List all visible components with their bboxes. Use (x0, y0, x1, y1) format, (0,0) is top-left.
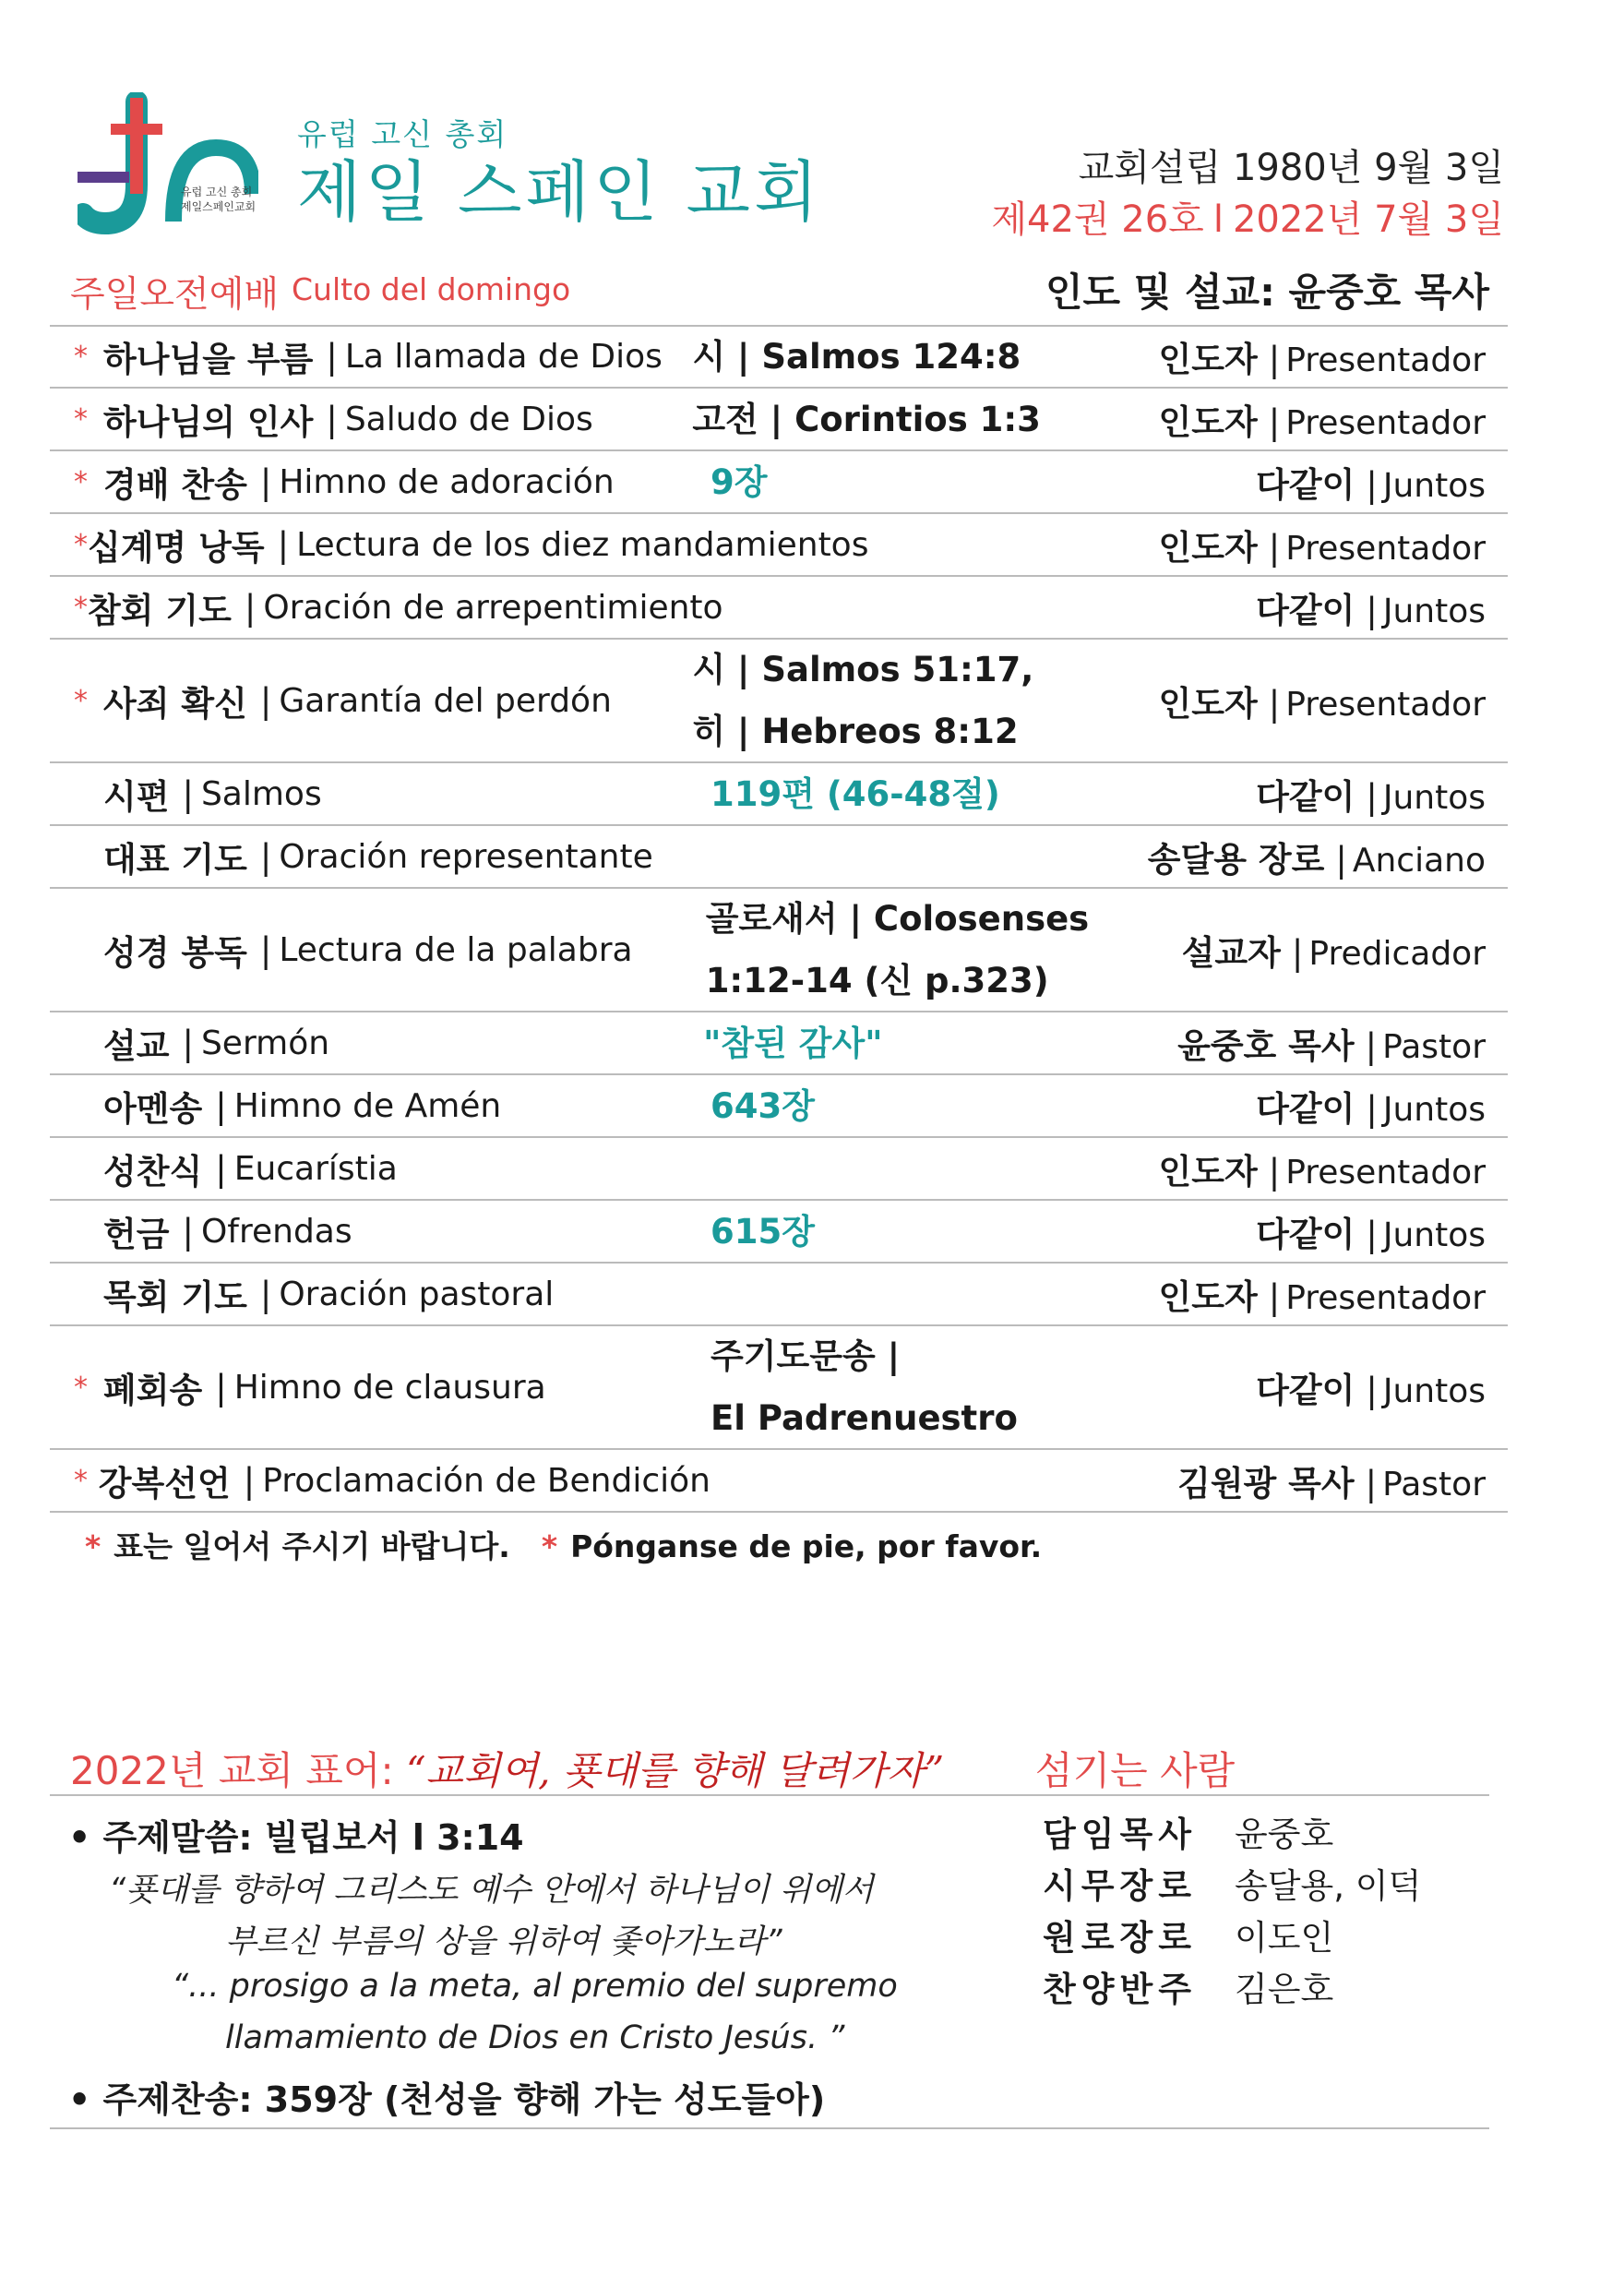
order-item-ko: 목회 기도 (103, 1277, 247, 1317)
order-role-es: Pastor (1382, 1466, 1486, 1503)
issue-separator: l (1212, 198, 1224, 241)
order-row (50, 1075, 1508, 1138)
order-item-es: Eucarístia (233, 1149, 398, 1188)
order-row (50, 1264, 1508, 1326)
order-item-es: Himno de clausura (233, 1368, 546, 1407)
order-row (50, 451, 1508, 514)
service-title-ko: 주일오전예배 (70, 274, 280, 316)
order-item-es: Saludo de Dios (344, 400, 593, 438)
order-row (50, 889, 1508, 1012)
theme-verse-es-1: “... prosigo a la meta, al premio del supremo (172, 1968, 898, 2005)
order-item: 아멘송 | Himno de Amén (50, 1081, 710, 1131)
order-reference-line: 시 | Salmos 51:17, (692, 650, 1034, 689)
star-icon: * (541, 1528, 558, 1564)
order-of-worship (50, 326, 1508, 1513)
order-role-es: Presentador (1285, 530, 1486, 568)
order-role-es: Juntos (1382, 467, 1486, 505)
order-item-es: Salmos (200, 774, 322, 813)
order-role-es: Juntos (1382, 1091, 1486, 1129)
order-role: 인도자 | Presentador (1158, 684, 1486, 724)
order-row (50, 640, 1508, 763)
order-reference (710, 1075, 1190, 1137)
order-reference-line: 시 | Salmos 124:8 (692, 336, 1021, 377)
order-row (50, 326, 1508, 389)
order-reference (706, 888, 1182, 1012)
order-role-ko: 인도자 (1158, 684, 1258, 724)
order-reference-line: 고전 | Corintios 1:3 (692, 399, 1041, 439)
order-role: 인도자 | Presentador (1158, 528, 1486, 568)
order-role-es: Pastor (1382, 1028, 1486, 1066)
order-reference-line: 9장 (710, 461, 768, 502)
order-item-ko: 강복선언 (98, 1464, 231, 1503)
order-item-es: Lectura de los diez mandamientos (296, 525, 869, 564)
order-role-ko: 김원광 목사 (1177, 1464, 1355, 1503)
order-role-ko: 인도자 (1158, 340, 1258, 379)
logo-text-2: 제일스페인교회 (181, 200, 257, 213)
order-role: 송달용 장로 | Anciano (1147, 840, 1486, 880)
order-item: * 경배 찬송 | Himno de adoración (50, 457, 710, 507)
logo-text-1: 유럽 고신 총회 (181, 186, 253, 198)
order-item-ko: 참회 기도 (88, 591, 232, 630)
motto-quote: “교회여, 푯대를 향해 달려가자” (405, 1748, 945, 1793)
order-role-ko: 인도자 (1158, 1277, 1258, 1317)
order-item: * 십계명 낭독 | Lectura de los diez mandamientos (50, 520, 710, 569)
order-item-ko: 경배 찬송 (103, 465, 247, 505)
server-row (1043, 1805, 1421, 1857)
order-item-es: Oración de arrepentimiento (263, 588, 723, 627)
order-role: 인도자 | Presentador (1158, 402, 1486, 442)
note-es: Pónganse de pie, por favor. (570, 1528, 1043, 1564)
order-role-es: Juntos (1382, 593, 1486, 630)
order-role: 다같이 | Juntos (1256, 465, 1486, 505)
order-item: 성찬식 | Eucarístia (50, 1144, 692, 1193)
server-name: 송달용, 이덕 (1235, 1866, 1422, 1906)
order-item-ko: 폐회송 (103, 1371, 203, 1410)
order-item-es: Lectura de la palabra (279, 930, 633, 969)
order-role-ko: 다같이 (1256, 591, 1355, 630)
order-reference-line: 히 | Hebreos 8:12 (692, 712, 1019, 751)
server-name: 김은호 (1235, 1970, 1334, 2009)
order-role: 다같이 | Juntos (1256, 1215, 1486, 1254)
star-icon: * (74, 528, 88, 561)
order-reference (710, 1201, 1190, 1263)
star-icon: * (74, 1371, 88, 1404)
servers-list (1043, 1805, 1421, 2012)
order-item: * 하나님의 인사 | Saludo de Dios (50, 394, 692, 444)
divider (50, 2127, 1489, 2129)
order-item-es: Oración representante (279, 837, 653, 876)
church-motto (70, 1741, 944, 1796)
order-reference (710, 763, 1190, 825)
order-reference (710, 1325, 1190, 1449)
order-role: 인도자 | Presentador (1158, 340, 1486, 379)
note-ko: 표는 일어서 주시기 바랍니다. (113, 1528, 510, 1564)
star-icon: * (74, 465, 88, 498)
server-role: 시무장로 (1043, 1866, 1197, 1906)
order-reference-line: 1:12-14 (신 p.323) (705, 961, 1049, 1000)
order-role-ko: 인도자 (1158, 528, 1258, 568)
order-item-es: Himno de Amén (233, 1086, 502, 1125)
star-icon: * (74, 340, 88, 373)
order-item-es: Oración pastoral (279, 1275, 555, 1313)
order-role-es: Presentador (1285, 404, 1486, 442)
order-role: 다같이 | Juntos (1256, 1089, 1486, 1129)
star-icon: * (74, 402, 88, 436)
divider (50, 1794, 1489, 1796)
order-item-ko: 설교 (103, 1026, 170, 1066)
order-item: 시편 | Salmos (50, 769, 710, 819)
theme-verse-label: • 주제말씀: 빌립보서 l 3:14 (68, 1817, 524, 1858)
order-role: 김원광 목사 | Pastor (1177, 1464, 1486, 1503)
order-item-ko: 대표 기도 (103, 840, 247, 880)
order-row (50, 1201, 1508, 1264)
order-row (50, 1012, 1508, 1075)
order-role-ko: 다같이 (1256, 465, 1355, 505)
order-reference-line: 643장 (710, 1085, 815, 1126)
order-reference (692, 639, 1158, 762)
order-item-ko: 아멘송 (103, 1089, 203, 1129)
order-item: * 하나님을 부름 | La llamada de Dios (50, 331, 692, 381)
server-role: 원로장로 (1043, 1918, 1197, 1958)
order-item-es: Proclamación de Bendición (262, 1461, 710, 1500)
order-item: * 강복선언 | Proclamación de Bendición (50, 1455, 710, 1505)
order-row (50, 1138, 1508, 1201)
order-item-ko: 성경 봉독 (103, 933, 247, 973)
theme-hymn-label: • 주제찬송: 359장 (천성을 향해 가는 성도들아) (68, 2079, 826, 2120)
order-item-es: Ofrendas (200, 1212, 352, 1251)
theme-verse-ko-1: “푯대를 향하여 그리스도 예수 안에서 하나님이 위에서 (109, 1872, 874, 1909)
star-icon: * (85, 1528, 102, 1564)
issue-info (991, 190, 1504, 243)
order-reference-line: 골로새서 | Colosenses (705, 899, 1090, 939)
order-item-es: La llamada de Dios (344, 337, 663, 376)
order-reference-line: 615장 (710, 1211, 815, 1252)
server-row (1043, 1857, 1421, 1909)
order-role-ko: 인도자 (1158, 402, 1258, 442)
order-reference-line: El Padrenuestro (710, 1398, 1018, 1438)
order-role-es: Presentador (1285, 686, 1486, 724)
server-name: 이도인 (1235, 1918, 1334, 1958)
order-role-es: Juntos (1382, 1372, 1486, 1410)
order-role-ko: 다같이 (1256, 777, 1355, 817)
org-name: 유럽 고신 총회 (297, 116, 508, 152)
server-role: 담임목사 (1043, 1815, 1197, 1854)
order-role-ko: 다같이 (1256, 1215, 1355, 1254)
order-reference (692, 389, 1158, 450)
server-role: 찬양반주 (1043, 1970, 1197, 2009)
star-icon: * (74, 591, 88, 624)
theme-verse-es-2: llamamiento de Dios en Cristo Jesús. ” (225, 2019, 845, 2056)
order-item-ko: 십계명 낭독 (88, 528, 265, 568)
order-role: 설교자 | Predicador (1181, 933, 1486, 973)
order-role-ko: 윤중호 목사 (1177, 1026, 1355, 1066)
theme-verse-ko-2: 부르신 부름의 상을 위하여 좇아가노라” (225, 1923, 782, 1960)
order-role: 다같이 | Juntos (1256, 1371, 1486, 1410)
order-role-es: Presentador (1285, 341, 1486, 379)
order-item-ko: 하나님을 부름 (103, 340, 314, 379)
order-reference (692, 326, 1158, 388)
order-item: 헌금 | Ofrendas (50, 1206, 710, 1256)
order-role-es: Predicador (1308, 935, 1486, 973)
order-item-ko: 하나님의 인사 (103, 402, 314, 442)
star-icon: * (74, 684, 88, 717)
order-item: 성경 봉독 | Lectura de la palabra (50, 925, 706, 975)
order-item: 대표 기도 | Oración representante (50, 832, 687, 881)
order-item-ko: 시편 (103, 777, 170, 817)
order-role: 인도자 | Presentador (1158, 1277, 1486, 1317)
order-reference-line: "참된 감사" (703, 1023, 883, 1063)
order-row (50, 826, 1508, 889)
standing-note (85, 1523, 1042, 1566)
order-item: * 폐회송 | Himno de clausura (50, 1362, 710, 1412)
order-item-ko: 헌금 (103, 1215, 170, 1254)
order-item: * 참회 기도 | Oración de arrepentimiento (50, 582, 710, 632)
star-icon: * (74, 1464, 88, 1497)
established-date: 교회설립 1980년 9월 3일 (1078, 147, 1504, 189)
server-row (1043, 1960, 1421, 2012)
preacher-line: 인도 및 설교: 윤중호 목사 (1045, 270, 1489, 315)
order-role-ko: 설교자 (1181, 933, 1281, 973)
church-name: 제일 스페인 교회 (297, 153, 822, 231)
order-role-es: Presentador (1285, 1154, 1486, 1192)
order-item: * 사죄 확신 | Garantía del perdón (50, 676, 692, 725)
service-title-es: Culto del domingo (292, 271, 571, 307)
server-row (1043, 1909, 1421, 1960)
order-reference (703, 1012, 1177, 1074)
church-logo (78, 92, 258, 240)
order-reference-line: 주기도문송 | (710, 1336, 901, 1376)
order-role-ko: 인도자 (1158, 1152, 1258, 1192)
order-role-es: Juntos (1382, 779, 1486, 817)
order-item: 설교 | Sermón (50, 1018, 703, 1068)
order-role-ko: 다같이 (1256, 1089, 1355, 1129)
order-item-ko: 성찬식 (103, 1152, 203, 1192)
order-row (50, 763, 1508, 826)
motto-prefix: 2022년 교회 표어: (70, 1748, 406, 1793)
order-reference-line: 119편 (46-48절) (710, 773, 1000, 814)
order-row (50, 1450, 1508, 1513)
order-role: 인도자 | Presentador (1158, 1152, 1486, 1192)
issue-number: 제42권 26호 (991, 198, 1204, 241)
servers-title: 섬기는 사람 (1035, 1748, 1236, 1793)
order-role-es: Juntos (1382, 1216, 1486, 1254)
order-role-ko: 송달용 장로 (1147, 840, 1325, 880)
order-item-es: Sermón (200, 1024, 330, 1062)
order-role-es: Presentador (1285, 1279, 1486, 1317)
order-row (50, 389, 1508, 451)
order-role-es: Anciano (1352, 842, 1486, 880)
order-role: 다같이 | Juntos (1256, 777, 1486, 817)
order-row (50, 1326, 1508, 1450)
order-role-ko: 다같이 (1256, 1371, 1355, 1410)
order-item-ko: 사죄 확신 (103, 684, 247, 724)
server-name: 윤중호 (1235, 1815, 1334, 1854)
order-item-es: Garantía del perdón (279, 681, 612, 720)
order-reference (710, 451, 1190, 513)
order-item: 목회 기도 | Oración pastoral (50, 1269, 692, 1319)
order-item-es: Himno de adoración (279, 462, 615, 501)
order-row (50, 577, 1508, 640)
order-row (50, 514, 1508, 577)
order-role: 다같이 | Juntos (1256, 591, 1486, 630)
issue-date: 2022년 7월 3일 (1232, 198, 1504, 241)
order-role: 윤중호 목사 | Pastor (1177, 1026, 1486, 1066)
